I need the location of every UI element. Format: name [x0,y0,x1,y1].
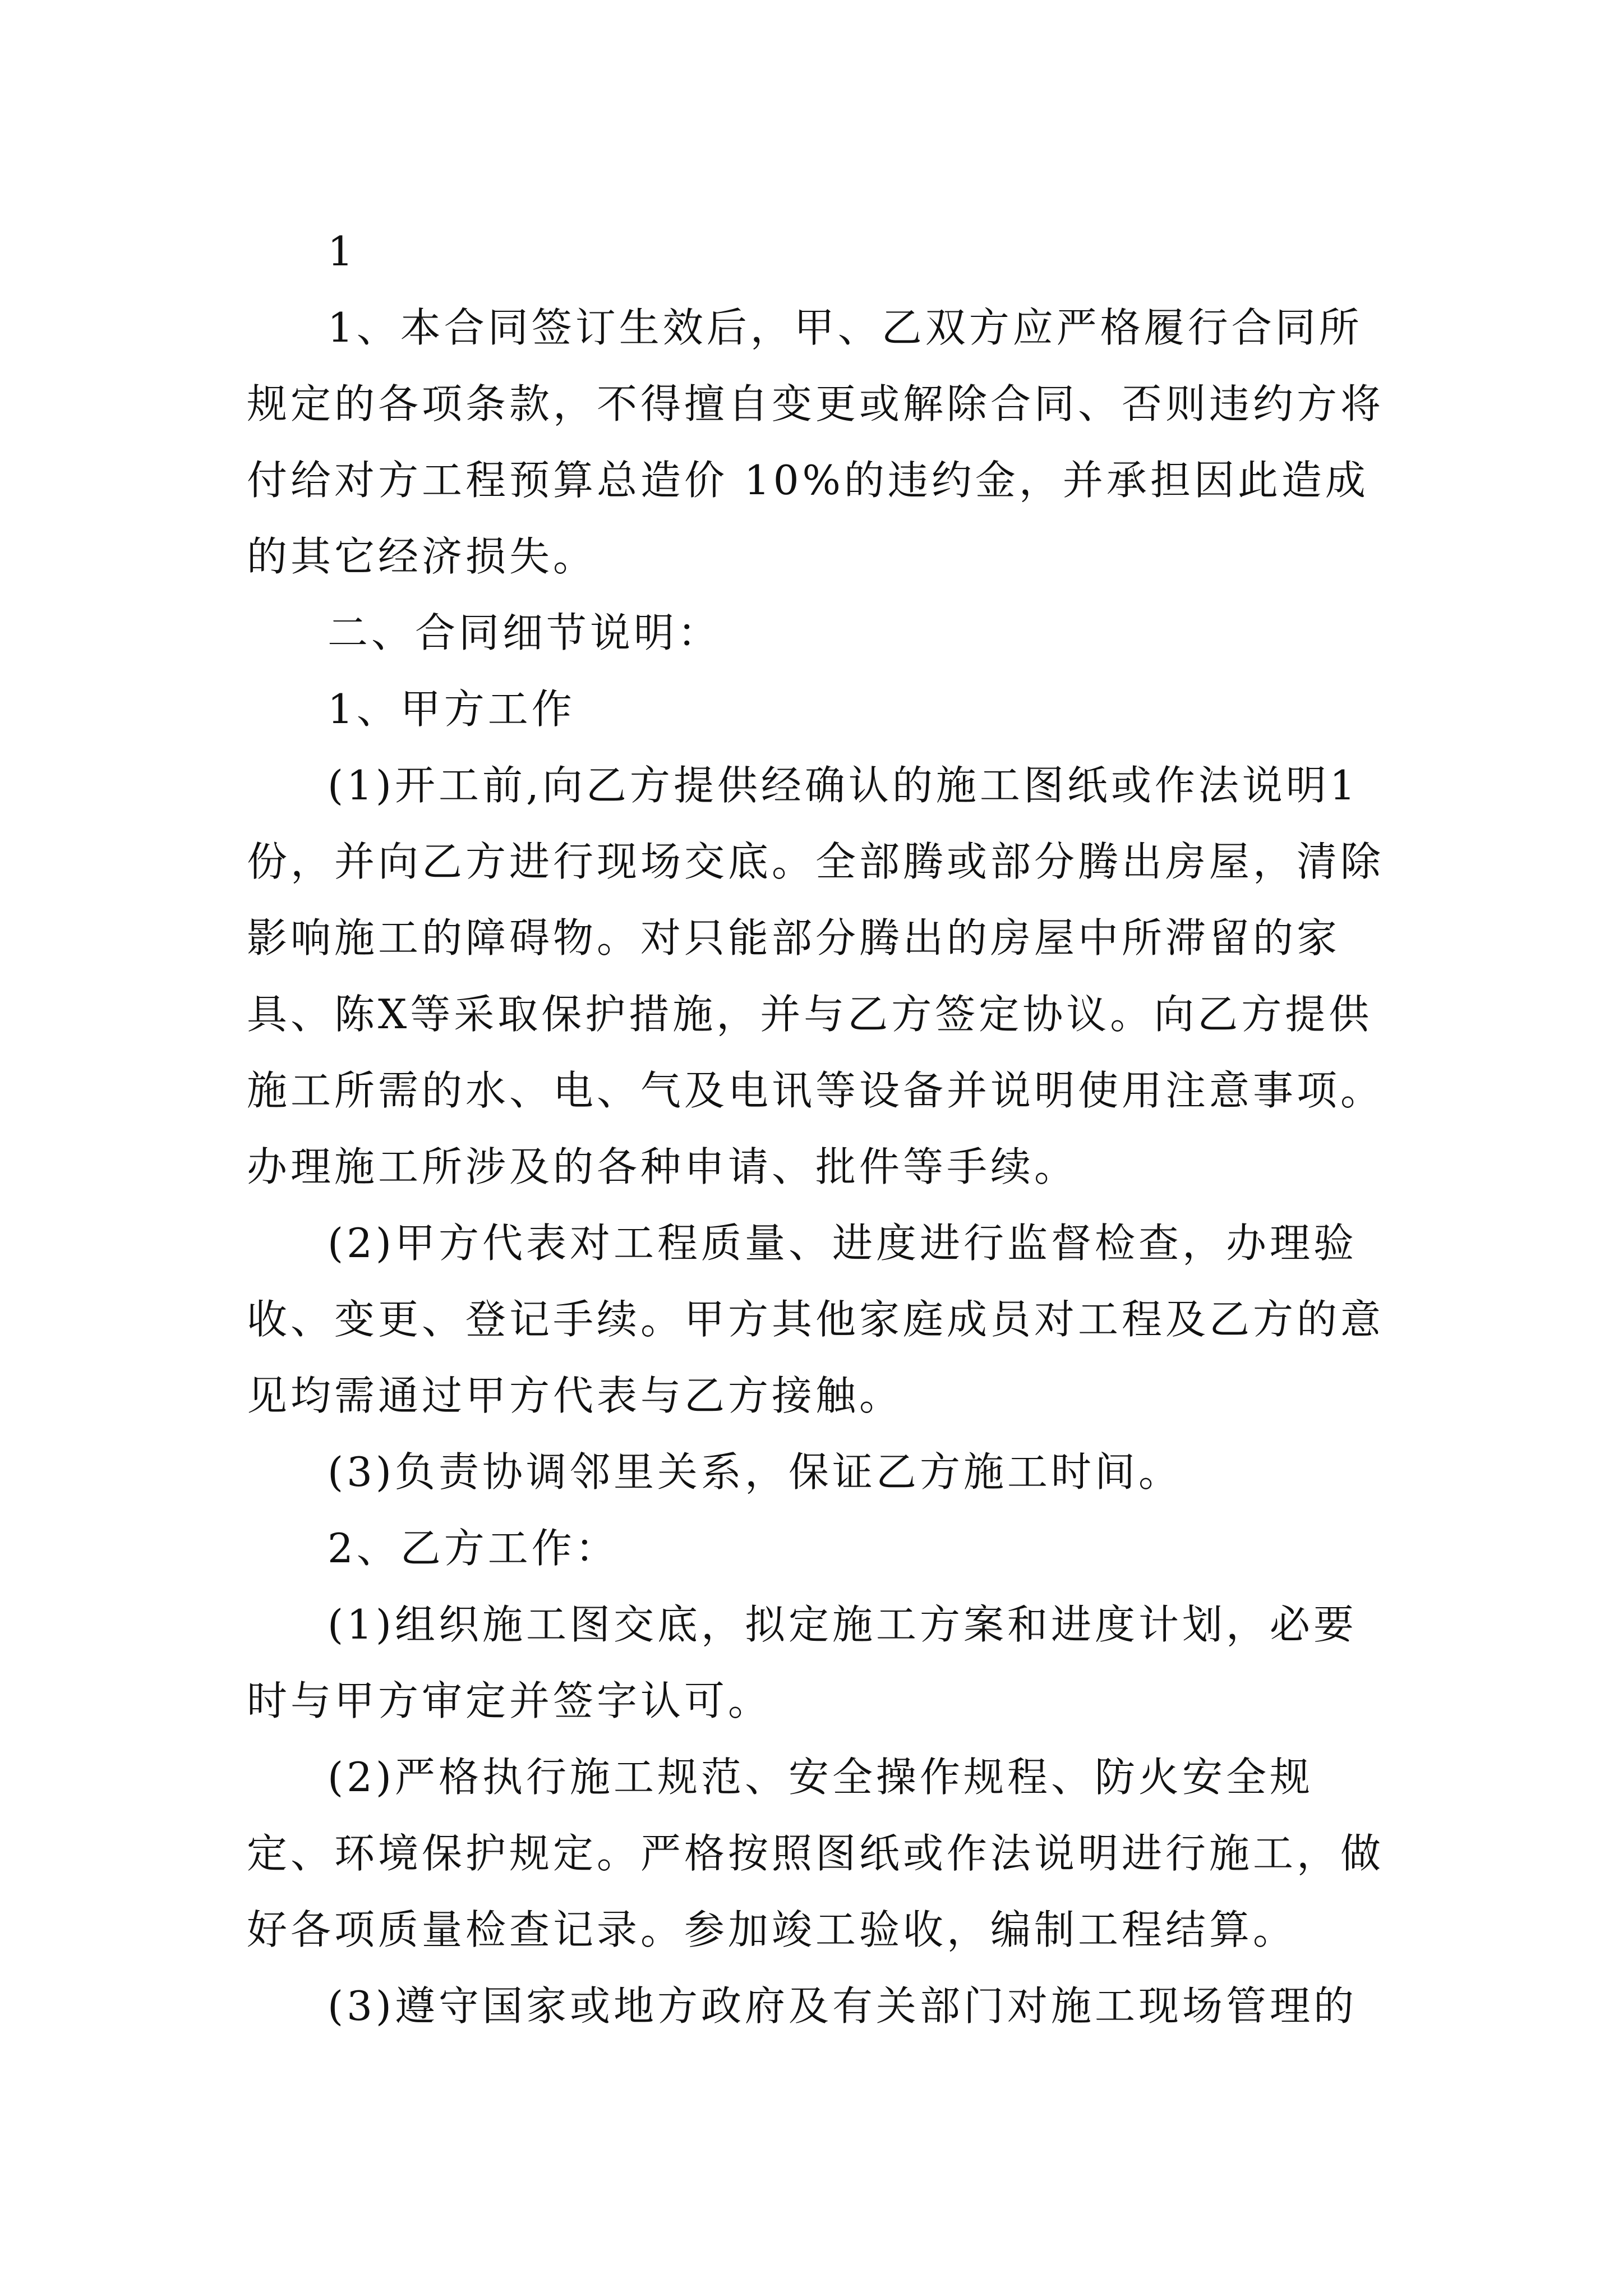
section-heading-contract-details: 二、合同细节说明： [328,609,722,656]
page-marker: 1 [328,228,357,275]
paragraph-party-b-item-1: (1)组织施工图交底，拟定施工方案和进度计划，必要时与甲方审定并签字认可。 [247,1601,1357,1724]
paragraph-party-b-item-2: (2)严格执行施工规范、安全操作规程、防火安全规定、环境保护规定。严格按照图纸或作法说明进行施工，做好各项质量检查记录。参加竣工验收，编制工程结算。 [247,1754,1385,1953]
subsection-heading-party-b-work: 2、乙方工作： [328,1525,619,1572]
paragraph-penalty-clause: 1、本合同签订生效后，甲、乙双方应严格履行合同所规定的各项条款，不得擅自变更或解除合同、否则违约方将付给对方工程预算总造价 10%的违约金，并承担因此造成的其它经济损失。 [247,304,1385,580]
paragraph-party-a-item-1: (1)开工前,向乙方提供经确认的施工图纸或作法说明1份，并向乙方进行现场交底。全部腾或部分腾出房屋，清除影响施工的障碍物。对只能部分腾出的房屋中所滞留的家具、陈X等采取保护措施，并与乙方签定协议。向乙方提供施工所需的水、电、气及电讯等设备并说明使用注意事项。办理施工所涉及的各种申请、批件等手续。 [247,762,1385,1190]
paragraph-party-a-item-2: (2)甲方代表对工程质量、进度进行监督检查，办理验收、变更、登记手续。甲方其他家庭成员对工程及乙方的意见均需通过甲方代表与乙方接触。 [247,1220,1385,1419]
subsection-heading-party-a-work: 1、甲方工作 [328,685,575,733]
paragraph-party-a-item-3: (3)负责协调邻里关系，保证乙方施工时间。 [328,1448,1182,1496]
document-body [247,213,1391,2044]
paragraph-party-b-item-3: (3)遵守国家或地方政府及有关部门对施工现场管理的 [328,1982,1357,2030]
